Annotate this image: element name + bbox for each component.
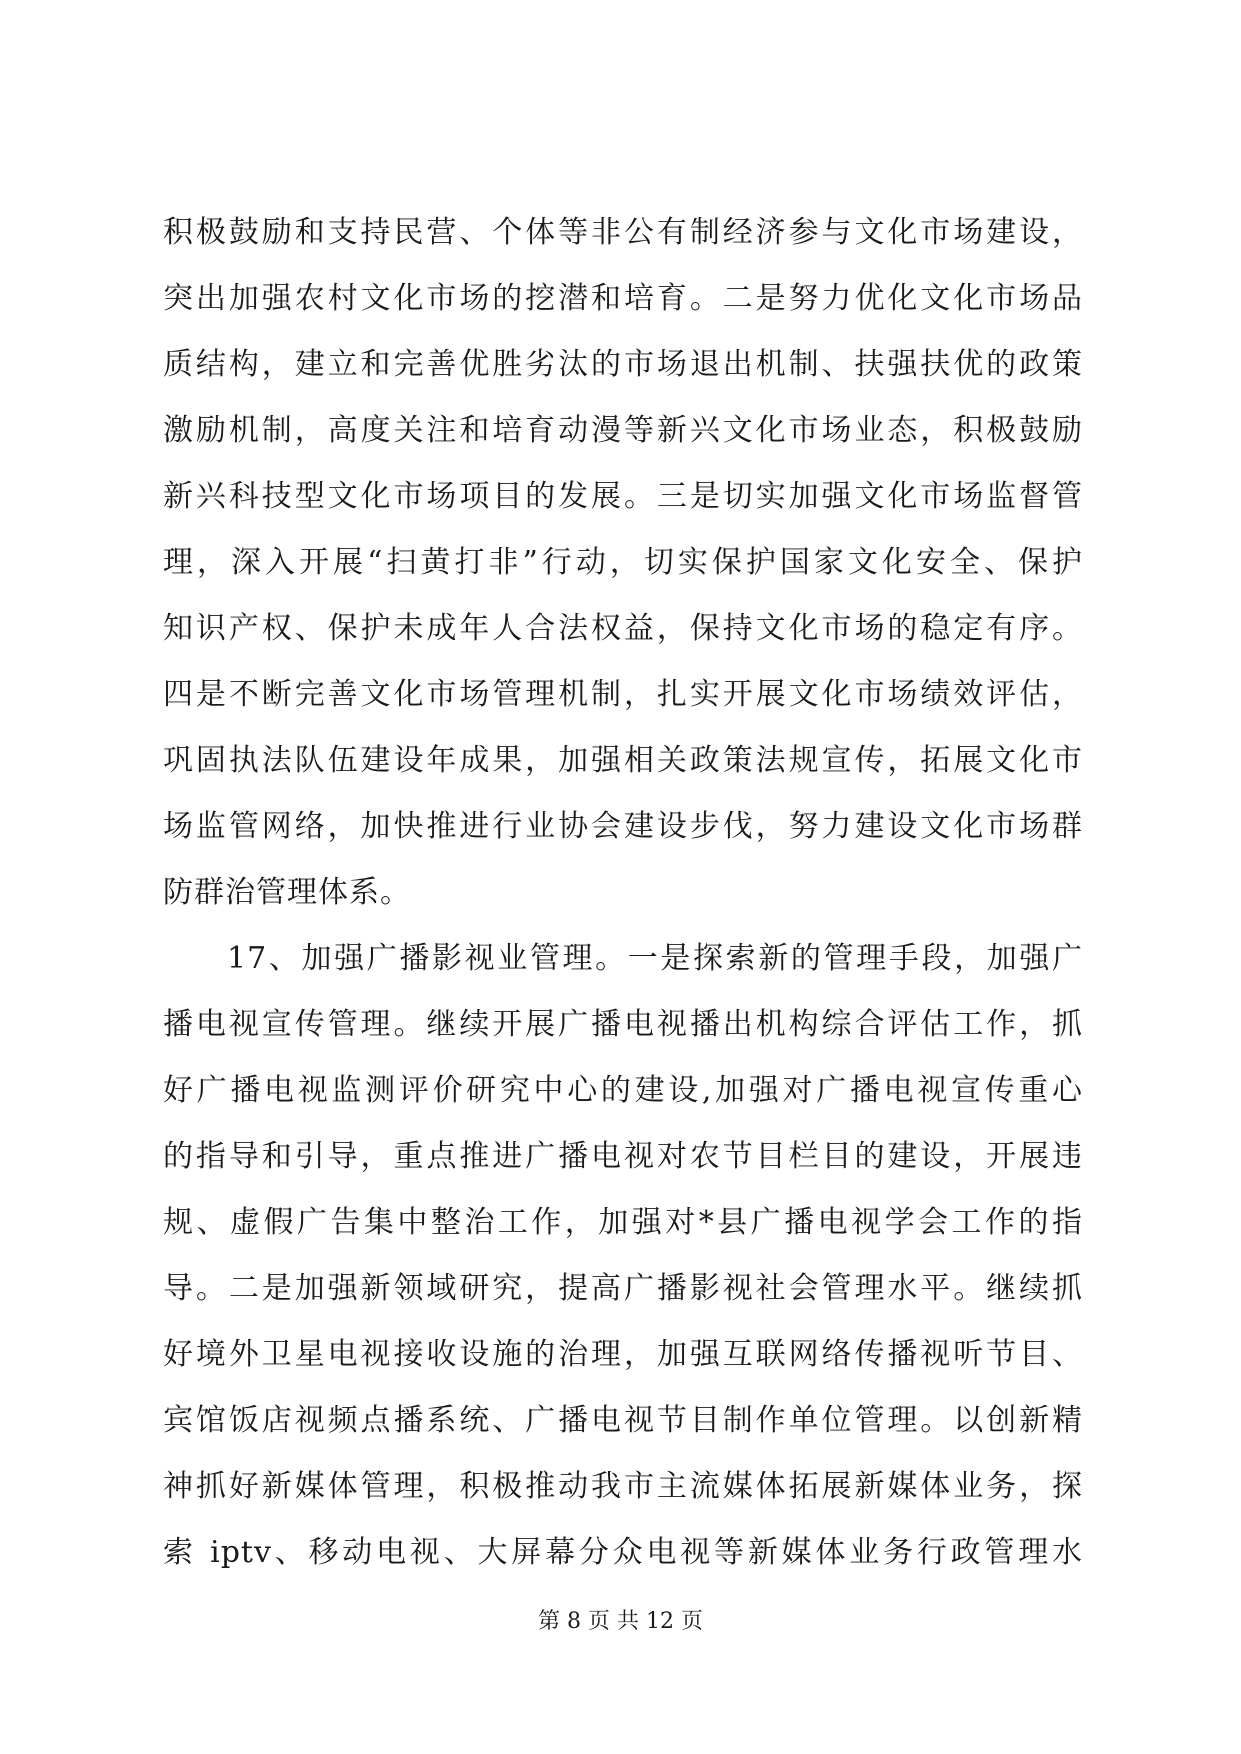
text-line: 质结构，建立和完善优胜劣汰的市场退出机制、扶强扶优的政策 (163, 347, 1083, 382)
text-line: 好境外卫星电视接收设施的治理，加强互联网络传播视听节目、 (163, 1337, 1083, 1372)
text-line: 索 iptv、移动电视、大屏幕分众电视等新媒体业务行政管理水 (163, 1535, 1083, 1570)
text-line: 播电视宣传管理。继续开展广播电视播出机构综合评估工作，抓 (163, 1007, 1083, 1042)
text-line: 宾馆饭店视频点播系统、广播电视节目制作单位管理。以创新精 (163, 1403, 1083, 1438)
text-line: 积极鼓励和支持民营、个体等非公有制经济参与文化市场建设， (163, 215, 1083, 250)
text-line: 巩固执法队伍建设年成果，加强相关政策法规宣传，拓展文化市 (163, 743, 1083, 778)
text-line: 的指导和引导，重点推进广播电视对农节目栏目的建设，开展违 (163, 1139, 1083, 1174)
page-number-footer: 第 8 页 共 12 页 (538, 1609, 703, 1634)
text-line: 导。二是加强新领域研究，提高广播影视社会管理水平。继续抓 (163, 1271, 1083, 1306)
text-line: 神抓好新媒体管理，积极推动我市主流媒体拓展新媒体业务，探 (163, 1469, 1083, 1504)
text-line: 突出加强农村文化市场的挖潜和培育。二是努力优化文化市场品 (163, 281, 1083, 316)
paragraph-broadcast-management (163, 926, 1083, 1586)
paragraph-culture-market (163, 200, 1083, 926)
text-line: 17、加强广播影视业管理。一是探索新的管理手段，加强广 (227, 941, 1083, 976)
text-line: 四是不断完善文化市场管理机制，扎实开展文化市场绩效评估， (163, 677, 1083, 712)
text-line: 理，深入开展“扫黄打非”行动，切实保护国家文化安全、保护 (163, 545, 1083, 580)
text-line: 新兴科技型文化市场项目的发展。三是切实加强文化市场监督管 (163, 479, 1083, 514)
text-line: 规、虚假广告集中整治工作，加强对*县广播电视学会工作的指 (163, 1205, 1083, 1240)
text-line: 知识产权、保护未成年人合法权益，保持文化市场的稳定有序。 (163, 611, 1083, 646)
text-line: 防群治管理体系。 (163, 875, 411, 910)
body-text (163, 200, 1083, 1586)
text-line: 场监管网络，加快推进行业协会建设步伐，努力建设文化市场群 (163, 809, 1083, 844)
text-line: 激励机制，高度关注和培育动漫等新兴文化市场业态，积极鼓励 (163, 413, 1083, 448)
text-line: 好广播电视监测评价研究中心的建设,加强对广播电视宣传重心 (163, 1073, 1083, 1108)
